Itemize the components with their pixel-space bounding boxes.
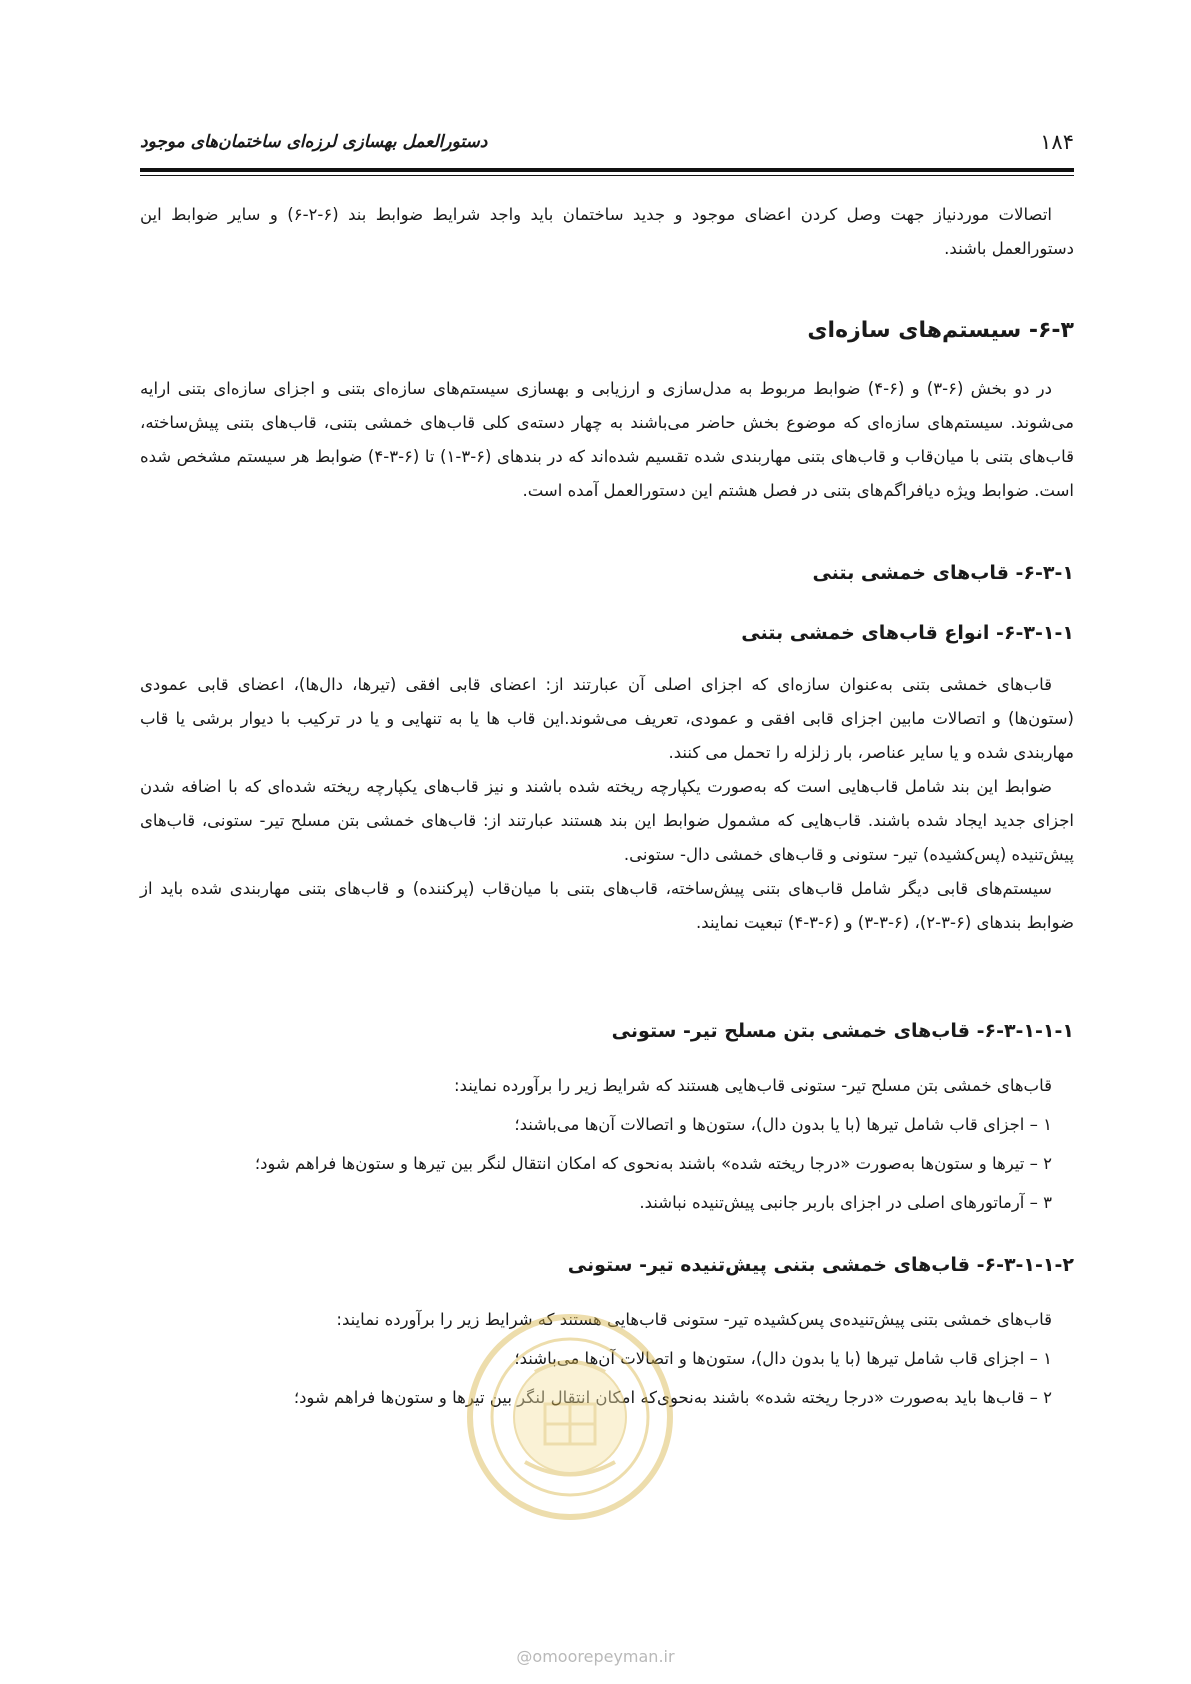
body-paragraph: قاب‌های خمشی بتنی به‌عنوان سازه‌ای که اجزای اصلی آن عبارتند از: اعضای قابی افقی (تیرها، دال‌ها)، اعضای قابی عمودی (ستون‌ها) و اتصالات مابین اجزای قابی افقی و عمودی، تعریف می‌شوند.این قاب ها یا به تنهایی و یا در ترکیب با دیوار برشی یا قاب مهاربندی شده و یا سایر عناصر، بار زلزله را تحمل می کنند. bbox=[140, 675, 1074, 762]
page-number: ۱۸۴ bbox=[1040, 130, 1074, 154]
running-title: دستورالعمل بهسازی لرزه‌ای ساختمان‌های موجود bbox=[140, 132, 488, 152]
intro-block bbox=[140, 198, 1074, 266]
conditions-list bbox=[140, 1066, 1074, 1222]
list-item: ۲ – قاب‌ها باید به‌صورت «درجا ریخته شده» باشند به‌نحوی‌که امکان انتقال لنگر بین تیرها و ستون‌ها فراهم شود؛ bbox=[293, 1388, 1052, 1407]
list-item: ۱ – اجزای قاب شامل تیرها (با یا بدون دال)، ستون‌ها و اتصالات آن‌ها می‌باشند؛ bbox=[514, 1115, 1052, 1134]
header-rule-thick bbox=[140, 168, 1074, 172]
watermark-caption: @omoorepeyman.ir bbox=[516, 1647, 675, 1666]
list-item: ۱ – اجزای قاب شامل تیرها (با یا بدون دال)، ستون‌ها و اتصالات آن‌ها می‌باشند؛ bbox=[514, 1349, 1052, 1368]
section-heading: ۶-۳- سیستم‌های سازه‌ای bbox=[807, 318, 1074, 343]
section-6-3-1-heading-block bbox=[140, 562, 1074, 584]
list-item: ۲ – تیرها و ستون‌ها به‌صورت «درجا ریخته شده» باشند به‌نحوی که امکان انتقال لنگر بین تیرها و ستون‌ها فراهم شود؛ bbox=[254, 1154, 1052, 1173]
section-6-3-1-1-heading-block bbox=[140, 622, 1074, 644]
list-lead: قاب‌های خمشی بتنی پیش‌تنیده‌ی پس‌کشیده تیر- ستونی قاب‌هایی هستند که شرایط زیر را برآورده نمایند: bbox=[336, 1310, 1052, 1329]
header-rule-thin bbox=[140, 175, 1074, 176]
subsection-heading: ۶-۳-۱- قاب‌های خمشی بتنی bbox=[812, 562, 1074, 584]
subsection-heading: ۶-۳-۱-۱-۱- قاب‌های خمشی بتن مسلح تیر- ستونی bbox=[611, 1020, 1074, 1042]
section-6-3-body bbox=[140, 372, 1074, 508]
body-paragraph: ضوابط این بند شامل قاب‌هایی است که به‌صورت یکپارچه ریخته شده باشند و نیز قاب‌های یکپارچه ریخته شده‌ای که با اضافه شدن اجزای جدید ایجاد شده باشند. قاب‌هایی که مشمول ضوابط این بند هستند عبارتند از: قاب‌های خمشی بتن مسلح تیر- ستونی، قاب‌های پیش‌تنیده (پس‌کشیده) تیر- ستونی و قاب‌های خمشی دال- ستونی. bbox=[140, 777, 1074, 864]
section-6-3-1-1-2-heading-block bbox=[140, 1254, 1074, 1276]
section-6-3-1-1-1-body bbox=[140, 1066, 1074, 1222]
section-6-3-1-1-1-heading-block bbox=[140, 1020, 1074, 1042]
section-6-3-1-1-body bbox=[140, 668, 1074, 940]
section-6-3-heading-block bbox=[140, 318, 1074, 343]
list-item: ۳ – آرماتورهای اصلی در اجزای باربر جانبی پیش‌تنیده نباشند. bbox=[639, 1193, 1052, 1212]
subsection-heading: ۶-۳-۱-۱-۲- قاب‌های خمشی بتنی پیش‌تنیده تیر- ستونی bbox=[567, 1254, 1074, 1276]
list-lead: قاب‌های خمشی بتن مسلح تیر- ستونی قاب‌هایی هستند که شرایط زیر را برآورده نمایند: bbox=[454, 1076, 1052, 1095]
subsection-heading: ۶-۳-۱-۱- انواع قاب‌های خمشی بتنی bbox=[741, 622, 1074, 644]
page-header bbox=[140, 122, 1074, 162]
section-paragraph: در دو بخش (۶-۳) و (۶-۴) ضوابط مربوط به مدل‌سازی و ارزیابی و بهسازی سیستم‌های سازه‌ای بتنی و اجزای سازه‌ای بتنی ارایه می‌شوند. سیستم‌های سازه‌ای که موضوع بخش حاضر می‌باشند به چهار دسته‌ی کلی قاب‌های خمشی بتنی، قاب‌های بتنی پیش‌ساخته، قاب‌های بتنی با میان‌قاب و قاب‌های بتنی مهاربندی شده تقسیم شده‌اند که در بندهای (۶-۳-۱) تا (۶-۳-۴) ضوابط هر سیستم مشخص شده است. ضوابط ویژه دیافراگم‌های بتنی در فصل هشتم این دستورالعمل آمده است. bbox=[140, 379, 1074, 500]
body-paragraph: سیستم‌های قابی دیگر شامل قاب‌های بتنی پیش‌ساخته، قاب‌های بتنی با میان‌قاب (پرکننده) و قاب‌های بتنی مهاربندی شده باید از ضوابط بندهای (۶-۳-۲)، (۶-۳-۳) و (۶-۳-۴) تبعیت نمایند. bbox=[140, 879, 1074, 932]
watermark-seal-icon bbox=[465, 1312, 675, 1522]
intro-paragraph: اتصالات موردنیاز جهت وصل کردن اعضای موجود و جدید ساختمان باید واجد شرایط ضوابط بند (۶-۲-۶) و سایر ضوابط این دستورالعمل باشند. bbox=[140, 205, 1074, 258]
